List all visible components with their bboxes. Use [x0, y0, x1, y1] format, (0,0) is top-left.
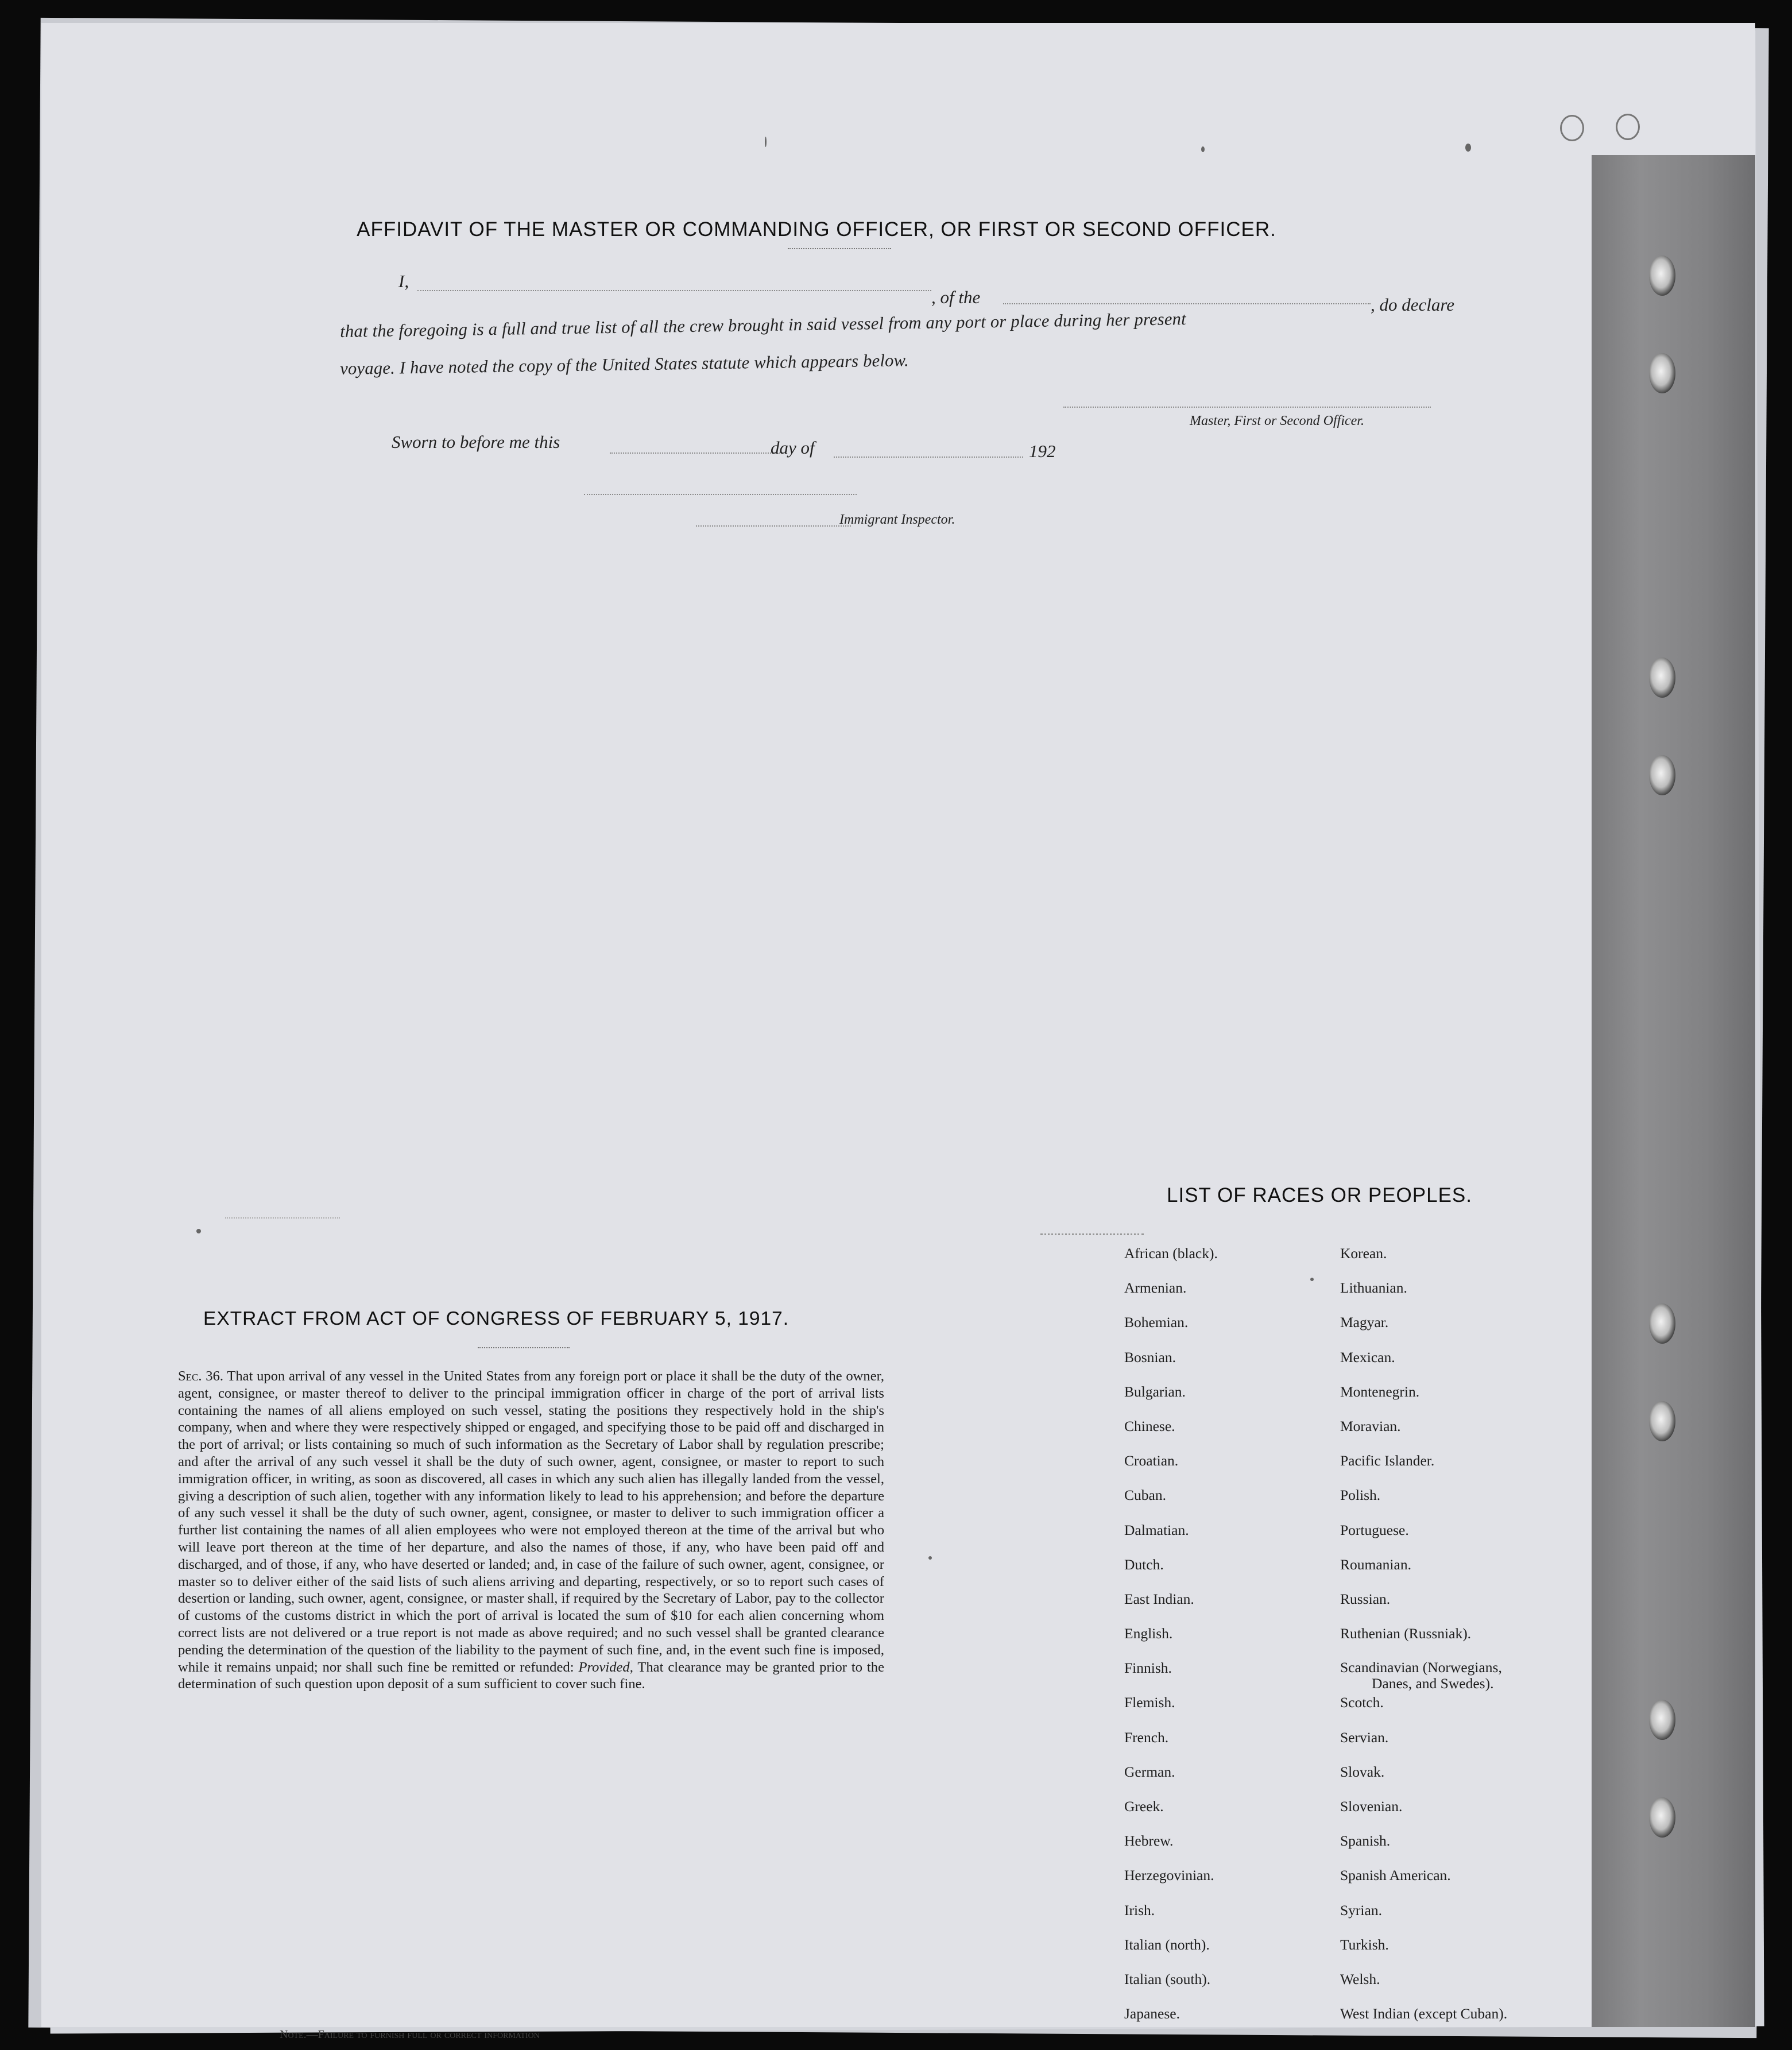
race-item: Irish.	[1124, 1901, 1155, 1919]
race-item: Polish.	[1340, 1487, 1381, 1504]
race-item: Bohemian.	[1124, 1314, 1189, 1331]
race-item: Japanese.	[1124, 2005, 1180, 2022]
race-item: West Indian (except Cuban).	[1340, 2005, 1508, 2022]
statute-body-part2: That clearance may be granted prior to the determination of such question upon deposit of a sum sufficient to cover such fine.	[178, 1659, 884, 1692]
race-item: Spanish.	[1340, 1832, 1391, 1850]
sworn-month-field[interactable]	[834, 457, 1023, 458]
master-signature-label: Master, First or Second Officer.	[1190, 413, 1364, 428]
race-item: Spanish American.	[1340, 1867, 1451, 1884]
races-column-1	[1124, 1245, 1218, 2040]
corner-mark	[1616, 114, 1640, 140]
race-item: Bulgarian.	[1124, 1383, 1186, 1400]
statute-body-part1: That upon arrival of any vessel in the United States from any foreign port or place it shall be the duty of the owner, agent, consignee, or master thereof to deliver to the principal immigration officer in charge of the port of arrival lists containing the names of all aliens employed on such vessel, stating the positions they respectively hold in the ship's company, when and where they were respectively shipped or engaged, and specifying those to be paid off and discharged in the port of arrival; or lists containing so much of such information as the Secretary of Labor shall by regulation prescribe; and after the arrival of any such vessel it shall be the duty of such owner, agent, consignee, or master to report to such immigration officer, in writing, as soon as discovered, all cases in which any such alien has illegally landed from the vessel, giving a description of such alien, together with any information likely to lead to his apprehension; and before the departure of any such vessel it shall be the duty of such owner, agent, consignee, or master to deliver to such immigration officer a further list containing the names of all alien employees who were not employed thereon at the time of the arrival but who will leave port thereon at the time of her departure, and also the names of those, if any, who have been paid off and discharged, and of those, if any, who have deserted or landed; and, in case of the failure of such owner, agent, consignee, or master so to deliver either of the said lists of such aliens arriving and departing, respectively, or so to report such cases of desertion or landing, such owner, agent, consignee, or master shall, if required by the Secretary of Labor, pay to the collector of customs of the customs district in which the port of arrival is located the sum of $10 for each alien concerning whom correct lists are not delivered or a true report is not made as above required; and no such vessel shall be granted clearance pending the determination of the question of the liability to the payment of such fine, and, in the event such fine is imposed, while it remains unpaid; nor shall such fine be remitted or refunded:	[178, 1368, 884, 1675]
race-item: Armenian.	[1124, 1279, 1187, 1297]
master-signature-field[interactable]	[1063, 407, 1431, 408]
race-item: Welsh.	[1340, 1970, 1380, 1987]
race-item: German.	[1124, 1763, 1175, 1780]
manifest-page	[41, 23, 1755, 2041]
provided-label: Provided,	[578, 1659, 633, 1675]
extract-title: EXTRACT FROM ACT OF CONGRESS OF FEBRUARY 5, 1917.	[203, 1308, 789, 1329]
speck	[928, 1556, 932, 1560]
vessel-name-field[interactable]	[1003, 303, 1371, 304]
speck	[1201, 146, 1205, 152]
race-item: Dalmatian.	[1124, 1521, 1189, 1538]
stray-mark	[225, 1217, 340, 1219]
race-item: Dutch.	[1124, 1556, 1164, 1573]
inspector-signature-field[interactable]	[584, 494, 857, 495]
section-label: Sec. 36.	[178, 1368, 224, 1384]
races-title: LIST OF RACES OR PEOPLES.	[1167, 1184, 1473, 1206]
inspector-label: Immigrant Inspector.	[839, 512, 955, 527]
race-item: Syrian.	[1340, 1901, 1382, 1919]
corner-mark	[1560, 115, 1584, 141]
stray-mark	[1040, 1233, 1144, 1235]
affidavit-of-the-label: , of the	[931, 287, 981, 307]
races-column-2	[1340, 1245, 1507, 2040]
speck	[1310, 1278, 1314, 1281]
title-rule	[478, 1347, 570, 1348]
race-item: Herzegovinian.	[1124, 1867, 1214, 1884]
affidavit-i-label: I,	[398, 271, 409, 291]
sworn-day-field[interactable]	[610, 452, 782, 454]
speck	[1465, 144, 1471, 152]
race-item: Slovenian.	[1340, 1798, 1403, 1815]
affidavit-title: AFFIDAVIT OF THE MASTER OR COMMANDING OFFICER, OR FIRST OR SECOND OFFICER.	[357, 218, 1276, 241]
race-item: Bosnian.	[1124, 1348, 1176, 1366]
punch-hole	[1649, 755, 1675, 795]
race-item-continued: Danes, and Swedes).	[1372, 1675, 1494, 1692]
race-item: Greek.	[1124, 1798, 1164, 1815]
race-item: Flemish.	[1124, 1694, 1175, 1711]
race-item: Magyar.	[1340, 1314, 1389, 1331]
title-rule	[788, 248, 891, 249]
affidavit-line-3: voyage. I have noted the copy of the United States statute which appears below.	[340, 350, 909, 378]
race-item: Moravian.	[1340, 1417, 1401, 1434]
race-item: Finnish.	[1124, 1660, 1172, 1677]
race-item: Italian (south).	[1124, 1970, 1211, 1987]
race-item: Chinese.	[1124, 1417, 1175, 1434]
affidavit-declare-label: , do declare	[1371, 295, 1455, 315]
binding-strip	[1592, 155, 1755, 2027]
race-item: East Indian.	[1124, 1590, 1194, 1607]
day-of-label: day of	[771, 438, 815, 458]
sworn-label: Sworn to before me this	[392, 432, 560, 452]
race-item: Roumanian.	[1340, 1556, 1411, 1573]
race-item: English.	[1124, 1625, 1173, 1642]
inspector-signature-field-2[interactable]	[696, 525, 851, 527]
race-item: Korean.	[1340, 1245, 1387, 1262]
punch-hole	[1649, 256, 1675, 296]
race-item: Servian.	[1340, 1728, 1389, 1746]
race-item: Scotch.	[1340, 1694, 1384, 1711]
race-item: Portuguese.	[1340, 1521, 1409, 1538]
race-item: Italian (north).	[1124, 1936, 1210, 1953]
race-item: Hebrew.	[1124, 1832, 1174, 1850]
officer-name-field[interactable]	[417, 290, 931, 291]
race-item: Scandinavian (Norwegians, Danes, and Swedes).	[1340, 1660, 1507, 1694]
race-item: Lithuanian.	[1340, 1279, 1407, 1297]
affidavit-line-2: that the foregoing is a full and true list of all the crew brought in said vessel from any port or place during her present	[340, 309, 1187, 341]
race-item: Slovak.	[1340, 1763, 1385, 1780]
punch-hole	[1649, 353, 1675, 393]
race-item: Montenegrin.	[1340, 1383, 1420, 1400]
speck	[196, 1229, 201, 1233]
speck	[765, 137, 767, 147]
punch-hole	[1649, 1304, 1675, 1344]
race-item: Turkish.	[1340, 1936, 1389, 1953]
race-item: French.	[1124, 1728, 1169, 1746]
race-item: Pacific Islander.	[1340, 1452, 1435, 1469]
race-item: Ruthenian (Russniak).	[1340, 1625, 1472, 1642]
race-item: Cuban.	[1124, 1487, 1166, 1504]
race-item: Croatian.	[1124, 1452, 1179, 1469]
punch-hole	[1649, 657, 1675, 698]
year-label: 192	[1029, 441, 1056, 461]
race-item: Mexican.	[1340, 1348, 1395, 1366]
punch-hole	[1649, 1401, 1675, 1441]
punch-hole	[1649, 1700, 1675, 1740]
race-item: Russian.	[1340, 1590, 1391, 1607]
race-item: African (black).	[1124, 1245, 1218, 1262]
statute-text	[178, 1368, 884, 1693]
footer-note: Note.—Failure to furnish full or correct information	[280, 2028, 540, 2041]
punch-hole	[1649, 1797, 1675, 1838]
